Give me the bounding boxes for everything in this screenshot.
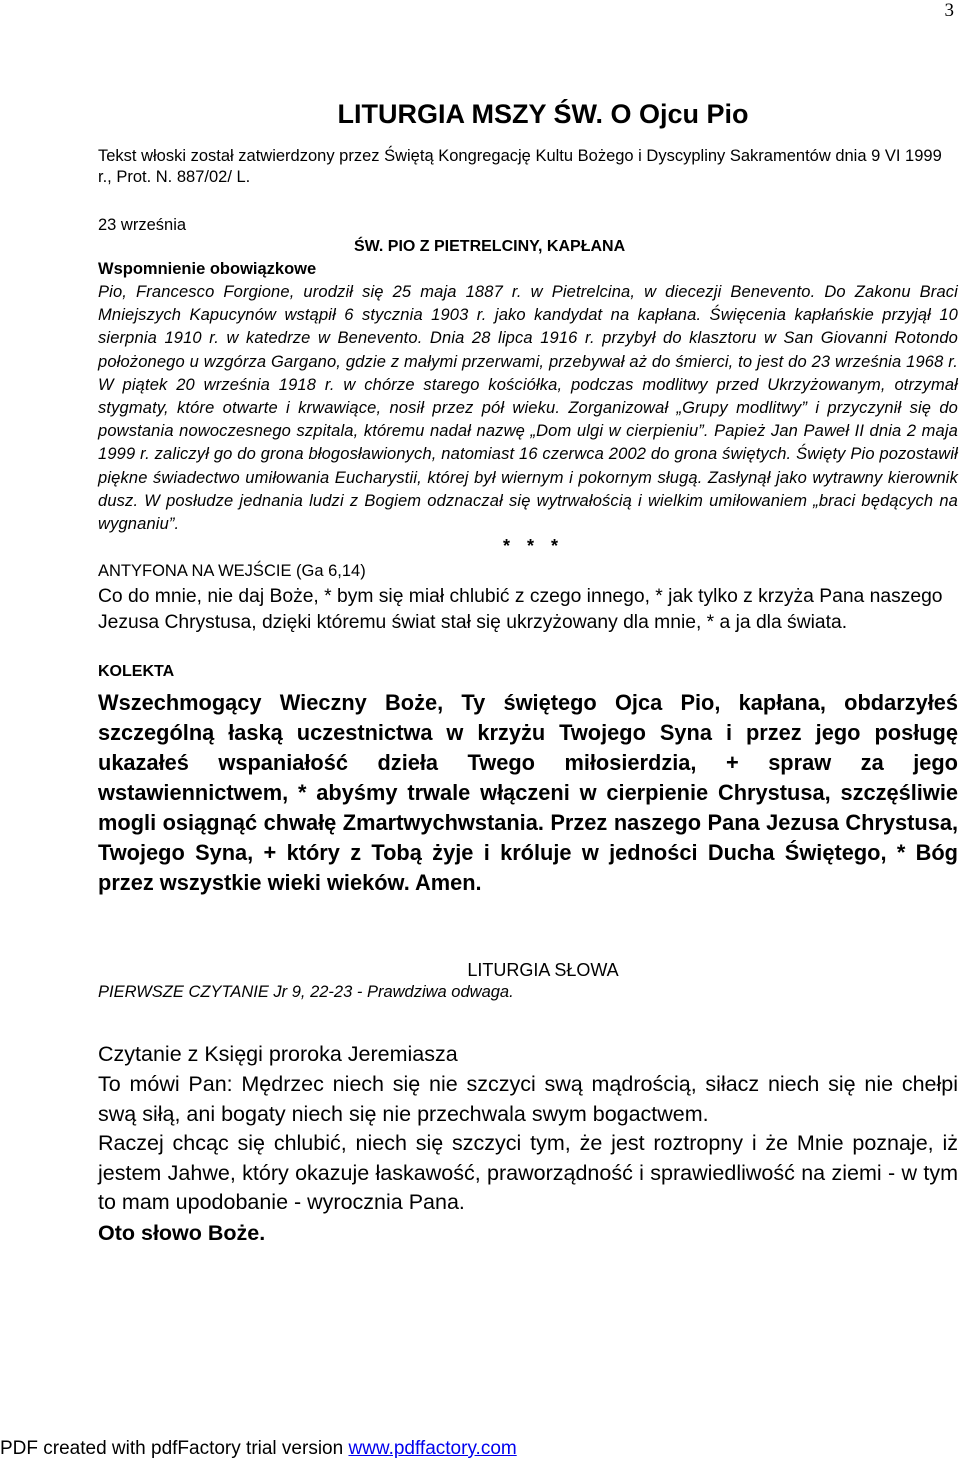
document-title: LITURGIA MSZY ŚW. O Ojcu Pio — [337, 99, 749, 129]
entrance-antiphon-label: ANTYFONA NA WEJŚCIE (Ga 6,14) — [98, 562, 366, 581]
pdf-footer — [0, 1437, 517, 1461]
memorial-rank: Wspomnienie obowiązkowe — [98, 260, 317, 278]
biography-paragraph: Pio, Francesco Forgione, urodził się 25 maja 1887 r. w Pietrelcina, w diecezji Benevento. Do Zakonu Braci Mniejszych Kapucynów wstąpił 6 stycznia 1903 r. jako kandydat na kapłana. Święcenia kapłańskie przyjął 10 sierpnia 1910 r. w katedrze w Benevento. Dnia 28 lipca 1916 r. przybył do klasztoru w San Giovanni Rotondo położonego u wzgórza Gargano, gdzie z małymi przerwami, przebywał aż do śmierci, to jest do 23 września 1968 r. W piątek 20 września 1918 r. w chórze starego kościółka, podczas modlitwy przed Ukrzyżowanym, otrzymał stygmaty, które otwarte i krwawiące, nosił przez pół wieku. Zorganizował „Grupy modlitwy” i przyczynił się do powstania nowoczesnego szpitala, któremu nadał nazwę „Dom ulgi w cierpieniu”. Papież Jan Paweł II dnia 2 maja 1999 r. zaliczył go do grona błogosławionych, natomiast 16 czerwca 2002 do grona świętych. Święty Pio pozostawił piękne świadectwo umiłowania Eucharystii, której był wiernym i pokornym sługą. Zasłynął jako wytrawny kierownik dusz. W posłudze jednania ludzi z Bogiem odznaczał się wytrwałością i wielkim umiłowaniem „braci będących na wygnaniu”. — [98, 283, 958, 534]
footer-text: PDF created with pdfFactory trial version — [0, 1438, 349, 1459]
entrance-antiphon-text: Co do mnie, nie daj Boże, * bym się miał chlubić z czego innego, * jak tylko z krzyża Pana naszego Jezusa Chrystusa, dzięki któremu świat stał się ukrzyżowany dla mnie, * a ja dla świata. — [98, 586, 943, 634]
reading-paragraph-2: Raczej chcąc się chlubić, niech się szczyci tym, że jest roztropny i że Mnie poznaje, iż jestem Jahwe, który okazuje łaskawość, praworządność i sprawiedliwość na ziemi - w tym to mam upodobanie - wyrocznia Pana. — [98, 1131, 958, 1215]
first-reading-label: PIERWSZE CZYTANIE Jr 9, 22-23 - Prawdziwa odwaga. — [98, 983, 514, 1002]
pdffactory-link[interactable]: www.pdffactory.com — [348, 1438, 517, 1459]
reading-paragraph-1: To mówi Pan: Mędrzec niech się nie szczyci swą mądrością, siłacz niech się nie chełpi swą siłą, ani bogaty niech się nie przechwala swym bogactwem. — [98, 1072, 958, 1126]
feast-date: 23 września — [98, 216, 187, 234]
section-separator: * * * — [503, 536, 565, 557]
collect-label: KOLEKTA — [98, 663, 175, 681]
saint-heading: ŚW. PIO Z PIETRELCINY, KAPŁANA — [354, 238, 626, 255]
collect-prayer: Wszechmogący Wieczny Boże, Ty świętego Ojca Pio, kapłana, obdarzyłeś szczególną łaską uczestnictwa w krzyżu Twojego Syna i przez jego posługę ukazałeś wspaniałość dzieła Twego miłosierdzia, + spraw za jego wstawiennictwem, * abyśmy trwale włączeni w cierpienie Chrystusa, szczęśliwie mogli osiągnąć chwałę Zmartwychwstania. Przez naszego Pana Jezusa Chrystusa, Twojego Syna, + który z Tobą żyje i króluje w jedności Ducha Świętego, * Bóg przez wszystkie wieki wieków. Amen. — [98, 690, 958, 896]
approval-note: Tekst włoski został zatwierdzony przez Świętą Kongregację Kultu Bożego i Dyscypliny Sakramentów dnia 9 VI 1999 r., Prot. N. 887/02/ L. — [98, 147, 942, 186]
liturgy-of-word-heading: LITURGIA SŁOWA — [467, 960, 619, 981]
page-number: 3 — [944, 0, 954, 21]
document-body — [98, 96, 958, 1248]
reading-closing: Oto słowo Boże. — [98, 1220, 266, 1245]
reading-book-heading: Czytanie z Księgi proroka Jeremiasza — [98, 1042, 458, 1067]
